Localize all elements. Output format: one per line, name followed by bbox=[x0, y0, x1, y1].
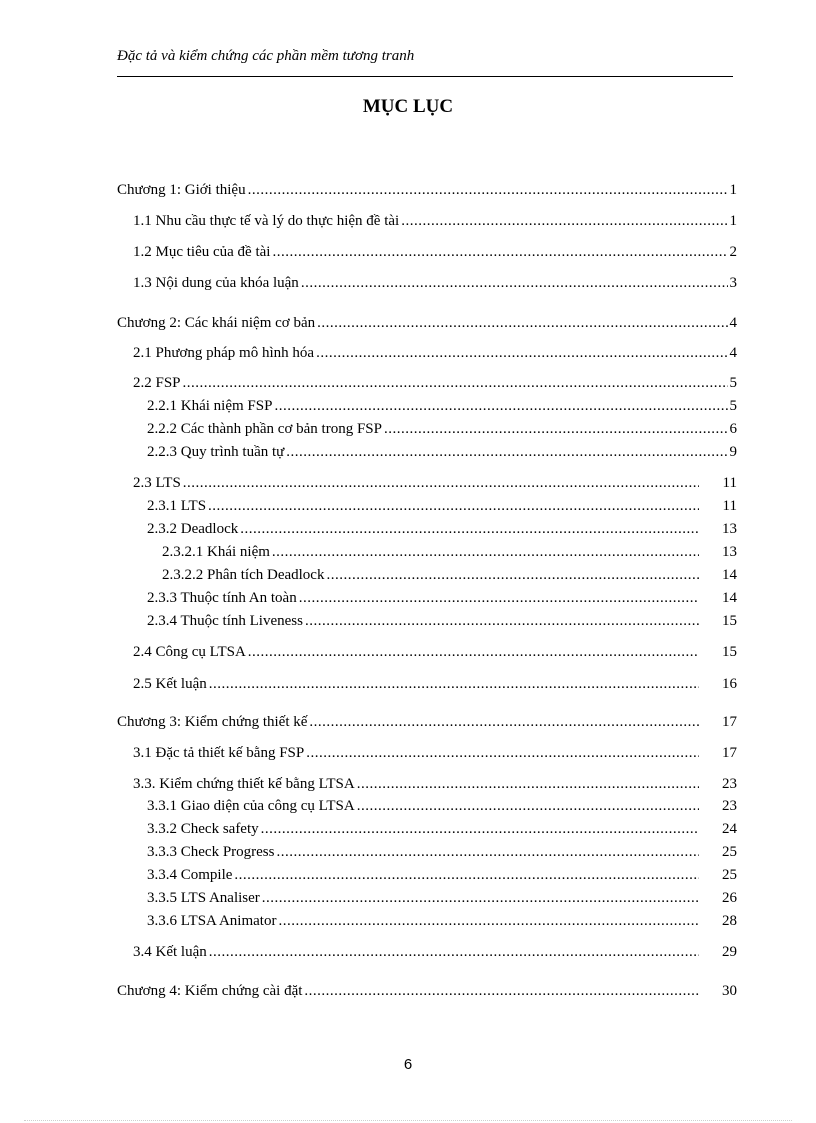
toc-entry-page: 14 bbox=[722, 567, 737, 583]
toc-entry-page: 15 bbox=[722, 613, 737, 629]
toc-entry-page: 4 bbox=[729, 315, 737, 331]
toc-entry bbox=[133, 942, 737, 962]
dot-leader bbox=[272, 242, 727, 262]
dot-leader bbox=[234, 865, 699, 885]
toc-entry-label: 2.3.2.2 Phân tích Deadlock bbox=[162, 567, 325, 583]
toc-entry bbox=[147, 796, 737, 816]
dot-leader bbox=[208, 496, 699, 516]
dot-leader bbox=[309, 712, 699, 732]
toc-entry-label: 1.1 Nhu cầu thực tế và lý do thực hiện đề tài bbox=[133, 213, 400, 229]
toc-entry-label: 3.1 Đặc tả thiết kế bằng FSP bbox=[133, 745, 305, 761]
dot-leader bbox=[301, 273, 728, 293]
toc-entry-label: 3.3.3 Check Progress bbox=[147, 844, 275, 860]
page-number: 6 bbox=[403, 1056, 413, 1073]
toc-entry-label: 2.2.2 Các thành phần cơ bản trong FSP bbox=[147, 421, 382, 437]
dot-leader bbox=[316, 343, 727, 363]
toc-entry-label: 2.3.2.1 Khái niệm bbox=[162, 544, 270, 560]
dot-leader bbox=[261, 819, 699, 839]
dot-leader bbox=[304, 981, 699, 1001]
toc-entry bbox=[133, 273, 737, 293]
dot-leader bbox=[209, 942, 699, 962]
toc-entry-label: 1.2 Mục tiêu của đề tài bbox=[133, 244, 271, 260]
dot-leader bbox=[278, 911, 699, 931]
toc-entry bbox=[133, 343, 737, 363]
toc-entry bbox=[147, 842, 737, 862]
toc-entry-label: 3.3.6 LTSA Animator bbox=[147, 913, 277, 929]
toc-entry bbox=[147, 442, 737, 462]
dot-leader bbox=[248, 180, 728, 200]
toc-entry-page: 13 bbox=[722, 521, 737, 537]
toc-entry-page: 23 bbox=[722, 798, 737, 814]
dot-leader bbox=[357, 774, 699, 794]
toc-entry bbox=[117, 981, 737, 1001]
dot-leader bbox=[209, 674, 699, 694]
toc-entry bbox=[147, 396, 737, 416]
toc-entry-page: 4 bbox=[729, 345, 737, 361]
dot-leader bbox=[272, 542, 699, 562]
dot-leader bbox=[262, 888, 699, 908]
toc-entry-label: 3.3. Kiểm chứng thiết kế bằng LTSA bbox=[133, 776, 355, 792]
page-bottom-divider bbox=[24, 1120, 792, 1121]
toc-entry-page: 5 bbox=[729, 375, 737, 391]
toc-entry bbox=[147, 888, 737, 908]
running-header: Đặc tả và kiểm chứng các phần mềm tương tranh bbox=[117, 48, 415, 64]
toc-entry bbox=[133, 642, 737, 662]
dot-leader bbox=[317, 313, 727, 333]
toc-entry bbox=[133, 211, 737, 231]
dot-leader bbox=[277, 842, 700, 862]
toc-entry bbox=[133, 242, 737, 262]
toc-entry bbox=[162, 542, 737, 562]
toc-entry bbox=[162, 565, 737, 585]
dot-leader bbox=[240, 519, 699, 539]
toc-entry bbox=[147, 611, 737, 631]
toc-entry-page: 6 bbox=[729, 421, 737, 437]
page-title: MỤC LỤC bbox=[362, 96, 454, 117]
toc-entry-page: 14 bbox=[722, 590, 737, 606]
toc-entry bbox=[117, 712, 737, 732]
dot-leader bbox=[183, 373, 728, 393]
toc-entry bbox=[147, 819, 737, 839]
toc-entry-label: 2.3.1 LTS bbox=[147, 498, 207, 514]
toc-entry-page: 15 bbox=[722, 644, 737, 660]
toc-entry bbox=[117, 180, 737, 200]
toc-entry bbox=[133, 373, 737, 393]
toc-entry-page: 29 bbox=[722, 944, 737, 960]
toc-entry-page: 2 bbox=[729, 244, 737, 260]
toc-entry-page: 3 bbox=[729, 275, 737, 291]
toc-entry bbox=[147, 865, 737, 885]
toc-entry bbox=[147, 519, 737, 539]
toc-entry bbox=[147, 496, 737, 516]
toc-entry-label: 3.3.4 Compile bbox=[147, 867, 233, 883]
toc-entry-page: 5 bbox=[729, 398, 737, 414]
toc-entry-label: Chương 3: Kiểm chứng thiết kế bbox=[117, 714, 308, 730]
toc-entry bbox=[147, 911, 737, 931]
toc-entry-label: 2.2.3 Quy trình tuần tự bbox=[147, 444, 285, 460]
dot-leader bbox=[401, 211, 727, 231]
toc-entry-label: 1.3 Nội dung của khóa luận bbox=[133, 275, 299, 291]
toc-entry-label: 2.1 Phương pháp mô hình hóa bbox=[133, 345, 315, 361]
toc-entry-label: 2.2.1 Khái niệm FSP bbox=[147, 398, 273, 414]
toc-entry-page: 1 bbox=[729, 213, 737, 229]
dot-leader bbox=[183, 473, 699, 493]
toc-entry-label: Chương 1: Giới thiệu bbox=[117, 182, 246, 198]
toc-entry bbox=[147, 419, 737, 439]
toc-entry-page: 17 bbox=[722, 714, 737, 730]
dot-leader bbox=[306, 743, 699, 763]
toc-entry-page: 11 bbox=[722, 498, 737, 514]
dot-leader bbox=[384, 419, 728, 439]
toc-entry-label: 2.2 FSP bbox=[133, 375, 181, 391]
dot-leader bbox=[274, 396, 727, 416]
toc-entry-page: 16 bbox=[722, 676, 737, 692]
toc-entry-label: Chương 4: Kiểm chứng cài đặt bbox=[117, 983, 303, 999]
toc-entry-label: 2.3 LTS bbox=[133, 475, 181, 491]
toc-entry-page: 1 bbox=[729, 182, 737, 198]
toc-entry-page: 25 bbox=[722, 867, 737, 883]
toc-entry-page: 11 bbox=[722, 475, 737, 491]
toc-entry-page: 13 bbox=[722, 544, 737, 560]
toc-entry-page: 17 bbox=[722, 745, 737, 761]
toc-entry-label: 2.3.2 Deadlock bbox=[147, 521, 239, 537]
toc-entry-page: 24 bbox=[722, 821, 737, 837]
toc-entry-label: 2.5 Kết luận bbox=[133, 676, 207, 692]
toc-entry bbox=[133, 473, 737, 493]
toc-entry-page: 25 bbox=[722, 844, 737, 860]
toc-entry-page: 28 bbox=[722, 913, 737, 929]
toc-entry-label: 2.4 Công cụ LTSA bbox=[133, 644, 246, 660]
toc-entry bbox=[117, 313, 737, 333]
toc-entry bbox=[133, 674, 737, 694]
dot-leader bbox=[248, 642, 699, 662]
dot-leader bbox=[357, 796, 699, 816]
toc-entry bbox=[133, 743, 737, 763]
toc-entry-label: 2.3.3 Thuộc tính An toàn bbox=[147, 590, 297, 606]
toc-entry-page: 26 bbox=[722, 890, 737, 906]
toc-entry-label: 2.3.4 Thuộc tính Liveness bbox=[147, 613, 303, 629]
toc-entry-label: 3.4 Kết luận bbox=[133, 944, 207, 960]
toc-entry-page: 23 bbox=[722, 776, 737, 792]
toc-entry-label: 3.3.1 Giao diện của công cụ LTSA bbox=[147, 798, 355, 814]
toc-entry-page: 9 bbox=[729, 444, 737, 460]
toc-entry-label: Chương 2: Các khái niệm cơ bản bbox=[117, 315, 316, 331]
dot-leader bbox=[326, 565, 699, 585]
toc-entry bbox=[147, 588, 737, 608]
toc-entry-label: 3.3.5 LTS Analiser bbox=[147, 890, 260, 906]
toc-entry-label: 3.3.2 Check safety bbox=[147, 821, 259, 837]
toc-entry bbox=[133, 774, 737, 794]
toc-entry-page: 30 bbox=[722, 983, 737, 999]
dot-leader bbox=[299, 588, 699, 608]
dot-leader bbox=[286, 442, 727, 462]
dot-leader bbox=[305, 611, 699, 631]
